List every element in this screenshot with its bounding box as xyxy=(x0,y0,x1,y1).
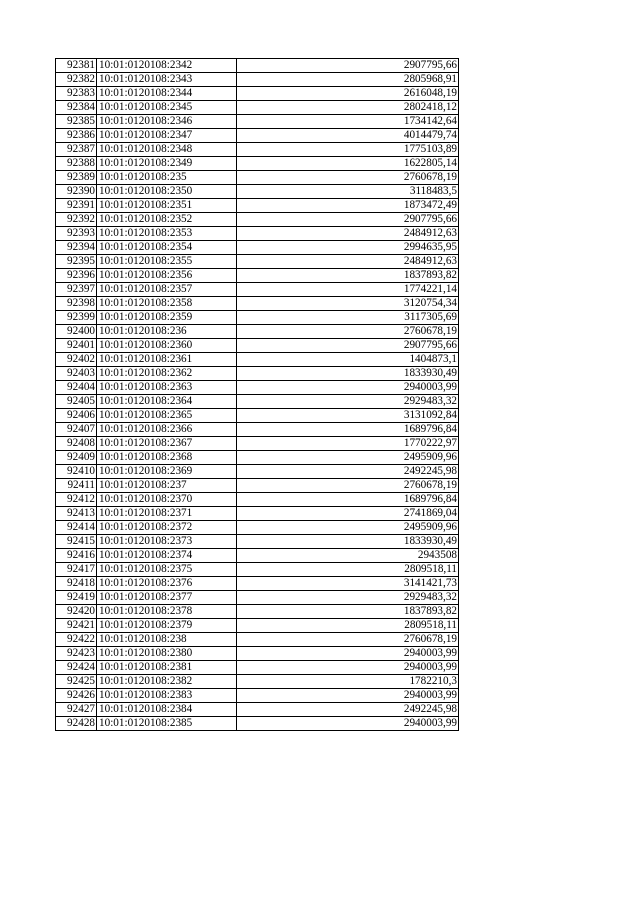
table-row xyxy=(56,171,459,185)
value-cell: 1782210,3 xyxy=(237,675,459,689)
row-id-cell: 92420 xyxy=(56,605,97,619)
cadastral-number-cell: 10:01:0120108:2344 xyxy=(97,87,237,101)
cadastral-number-cell: 10:01:0120108:2379 xyxy=(97,619,237,633)
row-id-cell: 92407 xyxy=(56,423,97,437)
table-row xyxy=(56,325,459,339)
row-id-cell: 92399 xyxy=(56,311,97,325)
row-id-cell: 92386 xyxy=(56,129,97,143)
table-row xyxy=(56,521,459,535)
value-cell: 2760678,19 xyxy=(237,171,459,185)
table-row xyxy=(56,101,459,115)
cadastral-number-cell: 10:01:0120108:2345 xyxy=(97,101,237,115)
row-id-cell: 92405 xyxy=(56,395,97,409)
cadastral-number-cell: 10:01:0120108:2366 xyxy=(97,423,237,437)
row-id-cell: 92413 xyxy=(56,507,97,521)
table-row xyxy=(56,311,459,325)
row-id-cell: 92381 xyxy=(56,59,97,73)
cadastral-number-cell: 10:01:0120108:2361 xyxy=(97,353,237,367)
cadastral-number-cell: 10:01:0120108:2342 xyxy=(97,59,237,73)
row-id-cell: 92408 xyxy=(56,437,97,451)
value-cell: 2940003,99 xyxy=(237,647,459,661)
cadastral-value-table xyxy=(55,58,459,731)
row-id-cell: 92416 xyxy=(56,549,97,563)
value-cell: 3118483,5 xyxy=(237,185,459,199)
cadastral-number-cell: 10:01:0120108:2378 xyxy=(97,605,237,619)
row-id-cell: 92419 xyxy=(56,591,97,605)
row-id-cell: 92403 xyxy=(56,367,97,381)
table-row xyxy=(56,73,459,87)
value-cell: 2805968,91 xyxy=(237,73,459,87)
table-row xyxy=(56,283,459,297)
cadastral-number-cell: 10:01:0120108:238 xyxy=(97,633,237,647)
value-cell: 3141421,73 xyxy=(237,577,459,591)
row-id-cell: 92393 xyxy=(56,227,97,241)
value-cell: 2484912,63 xyxy=(237,255,459,269)
value-cell: 2760678,19 xyxy=(237,325,459,339)
cadastral-number-cell: 10:01:0120108:2354 xyxy=(97,241,237,255)
table-row xyxy=(56,199,459,213)
table-row xyxy=(56,479,459,493)
table-row xyxy=(56,535,459,549)
cadastral-number-cell: 10:01:0120108:2369 xyxy=(97,465,237,479)
value-cell: 4014479,74 xyxy=(237,129,459,143)
value-cell: 1833930,49 xyxy=(237,367,459,381)
cadastral-number-cell: 10:01:0120108:2367 xyxy=(97,437,237,451)
row-id-cell: 92411 xyxy=(56,479,97,493)
value-cell: 1775103,89 xyxy=(237,143,459,157)
cadastral-number-cell: 10:01:0120108:2383 xyxy=(97,689,237,703)
table-row xyxy=(56,157,459,171)
cadastral-number-cell: 10:01:0120108:2377 xyxy=(97,591,237,605)
cadastral-number-cell: 10:01:0120108:2382 xyxy=(97,675,237,689)
value-cell: 1689796,84 xyxy=(237,423,459,437)
value-cell: 1734142,64 xyxy=(237,115,459,129)
table-row xyxy=(56,591,459,605)
row-id-cell: 92422 xyxy=(56,633,97,647)
cadastral-number-cell: 10:01:0120108:236 xyxy=(97,325,237,339)
row-id-cell: 92417 xyxy=(56,563,97,577)
cadastral-number-cell: 10:01:0120108:2358 xyxy=(97,297,237,311)
cadastral-number-cell: 10:01:0120108:2350 xyxy=(97,185,237,199)
row-id-cell: 92388 xyxy=(56,157,97,171)
value-cell: 2929483,32 xyxy=(237,395,459,409)
row-id-cell: 92400 xyxy=(56,325,97,339)
table-row xyxy=(56,381,459,395)
cadastral-number-cell: 10:01:0120108:2349 xyxy=(97,157,237,171)
row-id-cell: 92406 xyxy=(56,409,97,423)
table-row xyxy=(56,185,459,199)
table-row xyxy=(56,409,459,423)
cadastral-number-cell: 10:01:0120108:2353 xyxy=(97,227,237,241)
cadastral-number-cell: 10:01:0120108:2359 xyxy=(97,311,237,325)
cadastral-number-cell: 10:01:0120108:235 xyxy=(97,171,237,185)
cadastral-number-cell: 10:01:0120108:2343 xyxy=(97,73,237,87)
cadastral-number-cell: 10:01:0120108:2375 xyxy=(97,563,237,577)
value-cell: 2994635,95 xyxy=(237,241,459,255)
row-id-cell: 92409 xyxy=(56,451,97,465)
table-row xyxy=(56,577,459,591)
cadastral-number-cell: 10:01:0120108:2376 xyxy=(97,577,237,591)
value-cell: 1770222,97 xyxy=(237,437,459,451)
row-id-cell: 92395 xyxy=(56,255,97,269)
table-row xyxy=(56,269,459,283)
value-cell: 1404873,1 xyxy=(237,353,459,367)
table-row xyxy=(56,507,459,521)
value-cell: 2760678,19 xyxy=(237,479,459,493)
value-cell: 1837893,82 xyxy=(237,605,459,619)
table-row xyxy=(56,353,459,367)
table-row xyxy=(56,213,459,227)
table-row xyxy=(56,437,459,451)
value-cell: 2940003,99 xyxy=(237,661,459,675)
table-row xyxy=(56,115,459,129)
value-cell: 3120754,34 xyxy=(237,297,459,311)
table-row xyxy=(56,675,459,689)
cadastral-number-cell: 10:01:0120108:2372 xyxy=(97,521,237,535)
cadastral-number-cell: 10:01:0120108:2380 xyxy=(97,647,237,661)
value-cell: 1833930,49 xyxy=(237,535,459,549)
value-cell: 2907795,66 xyxy=(237,213,459,227)
row-id-cell: 92385 xyxy=(56,115,97,129)
cadastral-number-cell: 10:01:0120108:237 xyxy=(97,479,237,493)
value-cell: 2492245,98 xyxy=(237,703,459,717)
row-id-cell: 92396 xyxy=(56,269,97,283)
table-row xyxy=(56,451,459,465)
cadastral-number-cell: 10:01:0120108:2371 xyxy=(97,507,237,521)
cadastral-number-cell: 10:01:0120108:2347 xyxy=(97,129,237,143)
table-row xyxy=(56,297,459,311)
table-row xyxy=(56,241,459,255)
row-id-cell: 92392 xyxy=(56,213,97,227)
cadastral-number-cell: 10:01:0120108:2374 xyxy=(97,549,237,563)
row-id-cell: 92382 xyxy=(56,73,97,87)
value-cell: 2940003,99 xyxy=(237,689,459,703)
table-row xyxy=(56,689,459,703)
value-cell: 1873472,49 xyxy=(237,199,459,213)
row-id-cell: 92383 xyxy=(56,87,97,101)
cadastral-number-cell: 10:01:0120108:2364 xyxy=(97,395,237,409)
value-cell: 3117305,69 xyxy=(237,311,459,325)
cadastral-number-cell: 10:01:0120108:2357 xyxy=(97,283,237,297)
row-id-cell: 92397 xyxy=(56,283,97,297)
table-row xyxy=(56,549,459,563)
cadastral-number-cell: 10:01:0120108:2385 xyxy=(97,717,237,731)
row-id-cell: 92428 xyxy=(56,717,97,731)
row-id-cell: 92401 xyxy=(56,339,97,353)
cadastral-number-cell: 10:01:0120108:2346 xyxy=(97,115,237,129)
table-row xyxy=(56,367,459,381)
row-id-cell: 92412 xyxy=(56,493,97,507)
cadastral-number-cell: 10:01:0120108:2363 xyxy=(97,381,237,395)
table-row xyxy=(56,619,459,633)
row-id-cell: 92423 xyxy=(56,647,97,661)
cadastral-number-cell: 10:01:0120108:2373 xyxy=(97,535,237,549)
row-id-cell: 92391 xyxy=(56,199,97,213)
table-row xyxy=(56,493,459,507)
value-cell: 2907795,66 xyxy=(237,59,459,73)
value-cell: 2616048,19 xyxy=(237,87,459,101)
table-row xyxy=(56,59,459,73)
table-row xyxy=(56,143,459,157)
table-row xyxy=(56,395,459,409)
cadastral-number-cell: 10:01:0120108:2368 xyxy=(97,451,237,465)
table-row xyxy=(56,647,459,661)
table-row xyxy=(56,339,459,353)
value-cell: 2495909,96 xyxy=(237,451,459,465)
row-id-cell: 92421 xyxy=(56,619,97,633)
value-cell: 1689796,84 xyxy=(237,493,459,507)
table-row xyxy=(56,661,459,675)
row-id-cell: 92418 xyxy=(56,577,97,591)
row-id-cell: 92390 xyxy=(56,185,97,199)
cadastral-number-cell: 10:01:0120108:2381 xyxy=(97,661,237,675)
value-cell: 1622805,14 xyxy=(237,157,459,171)
value-cell: 2929483,32 xyxy=(237,591,459,605)
value-cell: 2495909,96 xyxy=(237,521,459,535)
value-cell: 2760678,19 xyxy=(237,633,459,647)
table-row xyxy=(56,717,459,731)
value-cell: 1837893,82 xyxy=(237,269,459,283)
table-row xyxy=(56,633,459,647)
cadastral-number-cell: 10:01:0120108:2362 xyxy=(97,367,237,381)
row-id-cell: 92427 xyxy=(56,703,97,717)
table-row xyxy=(56,563,459,577)
row-id-cell: 92389 xyxy=(56,171,97,185)
table-row xyxy=(56,465,459,479)
value-cell: 3131092,84 xyxy=(237,409,459,423)
table-row xyxy=(56,87,459,101)
value-cell: 2484912,63 xyxy=(237,227,459,241)
row-id-cell: 92426 xyxy=(56,689,97,703)
table-row xyxy=(56,227,459,241)
value-cell: 2802418,12 xyxy=(237,101,459,115)
table-row xyxy=(56,605,459,619)
value-cell: 2940003,99 xyxy=(237,381,459,395)
cadastral-number-cell: 10:01:0120108:2370 xyxy=(97,493,237,507)
value-cell: 2940003,99 xyxy=(237,717,459,731)
row-id-cell: 92387 xyxy=(56,143,97,157)
table-row xyxy=(56,129,459,143)
row-id-cell: 92425 xyxy=(56,675,97,689)
row-id-cell: 92404 xyxy=(56,381,97,395)
cadastral-number-cell: 10:01:0120108:2384 xyxy=(97,703,237,717)
row-id-cell: 92414 xyxy=(56,521,97,535)
row-id-cell: 92415 xyxy=(56,535,97,549)
cadastral-number-cell: 10:01:0120108:2351 xyxy=(97,199,237,213)
table-row xyxy=(56,703,459,717)
cadastral-number-cell: 10:01:0120108:2365 xyxy=(97,409,237,423)
value-cell: 2809518,11 xyxy=(237,563,459,577)
cadastral-number-cell: 10:01:0120108:2348 xyxy=(97,143,237,157)
row-id-cell: 92398 xyxy=(56,297,97,311)
value-cell: 2907795,66 xyxy=(237,339,459,353)
row-id-cell: 92384 xyxy=(56,101,97,115)
cadastral-number-cell: 10:01:0120108:2352 xyxy=(97,213,237,227)
value-cell: 2809518,11 xyxy=(237,619,459,633)
table-body xyxy=(56,59,459,731)
cadastral-number-cell: 10:01:0120108:2356 xyxy=(97,269,237,283)
row-id-cell: 92402 xyxy=(56,353,97,367)
row-id-cell: 92394 xyxy=(56,241,97,255)
value-cell: 1774221,14 xyxy=(237,283,459,297)
value-cell: 2943508 xyxy=(237,549,459,563)
table-row xyxy=(56,255,459,269)
cadastral-number-cell: 10:01:0120108:2360 xyxy=(97,339,237,353)
value-cell: 2492245,98 xyxy=(237,465,459,479)
row-id-cell: 92424 xyxy=(56,661,97,675)
value-cell: 2741869,04 xyxy=(237,507,459,521)
row-id-cell: 92410 xyxy=(56,465,97,479)
cadastral-number-cell: 10:01:0120108:2355 xyxy=(97,255,237,269)
table-row xyxy=(56,423,459,437)
